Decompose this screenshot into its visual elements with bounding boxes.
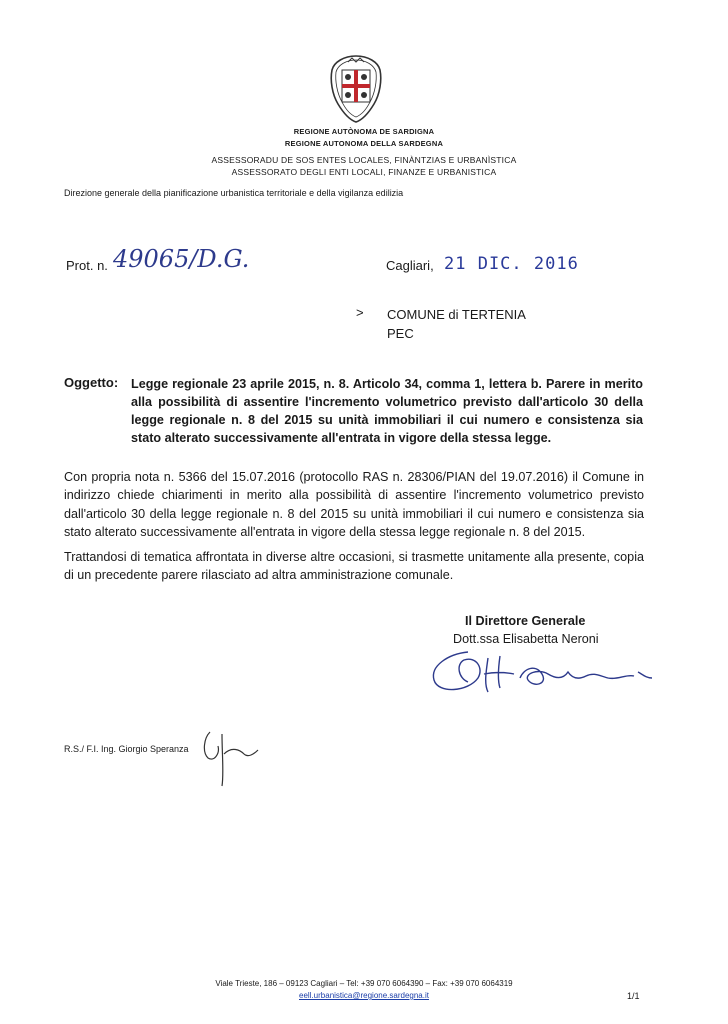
footer-email-wrapper bbox=[0, 991, 728, 1000]
initials-signature bbox=[200, 724, 260, 794]
department-sardinian: ASSESSORADU DE SOS ENTES LOCALES, FINÀNTZIAS E URBANÌSTICA bbox=[211, 155, 517, 165]
body-paragraph-2: Trattandosi di tematica affrontata in diverse altre occasioni, si trasmette unitamente alla presente, copia di un precedente parere rilasciato ad altra amministrazione comunale. bbox=[64, 550, 644, 583]
footer-email-link[interactable]: eell.urbanistica@regione.sardegna.it bbox=[299, 991, 429, 1000]
handwritten-signature bbox=[428, 648, 658, 698]
subject-label: Oggetto: bbox=[64, 375, 119, 390]
footer-address: Viale Trieste, 186 – 09123 Cagliari – Tel: +39 070 6064390 – Fax: +39 070 6064319 bbox=[215, 979, 513, 988]
department-italian: ASSESSORATO DEGLI ENTI LOCALI, FINANZE E URBANISTICA bbox=[231, 167, 497, 177]
region-crest-logo bbox=[324, 54, 388, 124]
body-paragraph-1: Con propria nota n. 5366 del 15.07.2016 (protocollo RAS n. 28306/PIAN del 19.07.2016) il Comune in indirizzo chiede chiarimenti in merito alla possibilità di assentire l'incremento volumetrico previsto dall'articolo 30 della legge regionale n. 8 del 2015 su unità immobiliari il cui numero e consistenza sia stato alterato successivamente all'entrata in vigore della stessa legge regionale n. 8 del 2015. bbox=[64, 470, 644, 540]
date-stamp: 21 DIC. 2016 bbox=[444, 254, 579, 274]
region-name-italian: REGIONE AUTONOMA DELLA SARDEGNA bbox=[284, 139, 444, 148]
protocol-number-handwritten: 49065/D.G. bbox=[113, 245, 250, 273]
page-number: 1/1 bbox=[627, 991, 640, 1001]
signatory-name: Dott.ssa Elisabetta Neroni bbox=[453, 632, 599, 646]
recipient-block bbox=[387, 305, 526, 343]
signatory-title: Il Direttore Generale bbox=[465, 614, 586, 628]
protocol-label: Prot. n. bbox=[66, 258, 108, 273]
recipient-channel: PEC bbox=[387, 326, 414, 341]
recipient-name: COMUNE di TERTENIA bbox=[387, 307, 526, 322]
date-place: Cagliari, bbox=[386, 258, 434, 273]
direzione-line: Direzione generale della pianificazione urbanistica territoriale e della vigilanza edilizia bbox=[64, 188, 404, 198]
region-name-sardinian: REGIONE AUTÒNOMA DE SARDIGNA bbox=[293, 127, 435, 136]
responsible-official: R.S./ F.I. Ing. Giorgio Speranza bbox=[64, 744, 189, 754]
recipient-arrow: > bbox=[356, 305, 364, 320]
subject-text: Legge regionale 23 aprile 2015, n. 8. Articolo 34, comma 1, lettera b. Parere in merito alla possibilità di assentire l'incremento volumetrico previsto dall'articolo 30 della legge regionale n. 8 del 2015 su unità immobiliari il cui numero e consistenza sia stato alterato successivamente all'entrata in vigore della stessa legge. bbox=[131, 377, 643, 445]
